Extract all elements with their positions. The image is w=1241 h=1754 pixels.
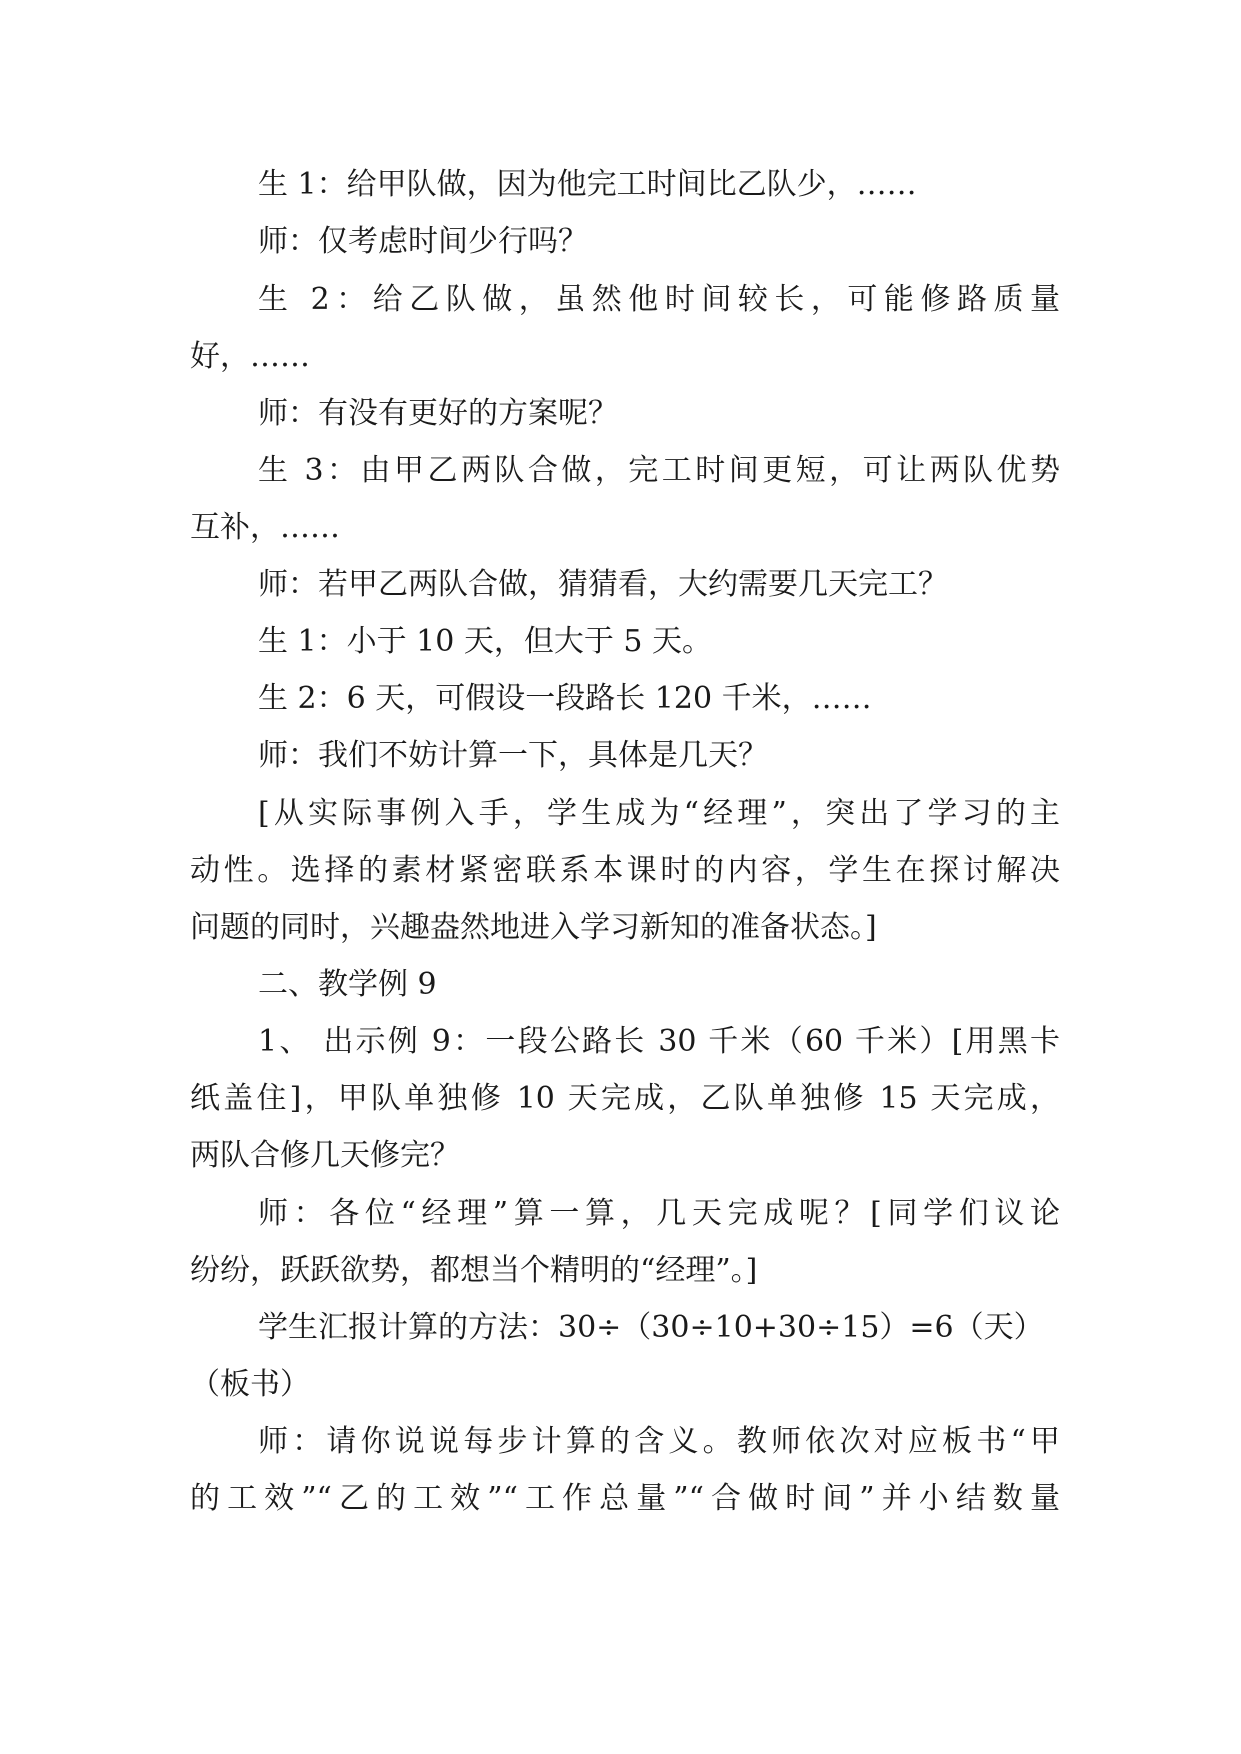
dialogue-line-5-cont: 互补，……	[190, 510, 340, 545]
teacher-line-2-cont: 的工效”“乙的工效”“工作总量”“合做时间”并小结数量	[190, 1481, 1060, 1516]
commentary-line-3: 问题的同时，兴趣盎然地进入学习新知的准备状态。]	[190, 910, 877, 945]
dialogue-line-5: 生 3：由甲乙两队合做，完工时间更短，可让两队优势	[258, 453, 1060, 488]
commentary-line-2: 动性。选择的素材紧密联系本课时的内容，学生在探讨解决	[190, 853, 1060, 888]
report-line: 学生汇报计算的方法：30÷（30÷10+30÷15）=6（天）	[258, 1310, 1044, 1345]
teacher-line-2: 师：请你说说每步计算的含义。教师依次对应板书“甲	[258, 1424, 1060, 1459]
dialogue-line-8: 生 2：6 天，可假设一段路长 120 千米，……	[258, 681, 872, 716]
example-line-1: 1、 出示例 9：一段公路长 30 千米（60 千米）[用黑卡	[258, 1024, 1060, 1059]
teacher-line-1: 师：各位“经理”算一算，几天完成呢？[同学们议论	[258, 1196, 1060, 1231]
dialogue-line-7: 生 1：小于 10 天，但大于 5 天。	[258, 624, 713, 659]
example-line-3: 两队合修几天修完？	[190, 1138, 460, 1173]
section-heading: 二、教学例 9	[258, 967, 437, 1002]
teacher-line-1-cont: 纷纷，跃跃欲势，都想当个精明的“经理”。]	[190, 1253, 758, 1288]
dialogue-line-3-cont: 好，……	[190, 339, 310, 374]
report-line-cont: （板书）	[190, 1367, 310, 1402]
dialogue-line-6: 师：若甲乙两队合做，猜猜看，大约需要几天完工？	[258, 567, 948, 602]
commentary-line-1: [从实际事例入手，学生成为“经理”，突出了学习的主	[258, 796, 1060, 831]
dialogue-line-9: 师：我们不妨计算一下，具体是几天？	[258, 738, 768, 773]
dialogue-line-2: 师：仅考虑时间少行吗？	[258, 224, 588, 259]
dialogue-line-1: 生 1：给甲队做，因为他完工时间比乙队少，……	[258, 167, 917, 202]
dialogue-line-4: 师：有没有更好的方案呢？	[258, 396, 618, 431]
dialogue-line-3: 生 2：给乙队做，虽然他时间较长，可能修路质量	[258, 282, 1060, 317]
example-line-2: 纸盖住]，甲队单独修 10 天完成，乙队单独修 15 天完成，	[190, 1081, 1060, 1116]
